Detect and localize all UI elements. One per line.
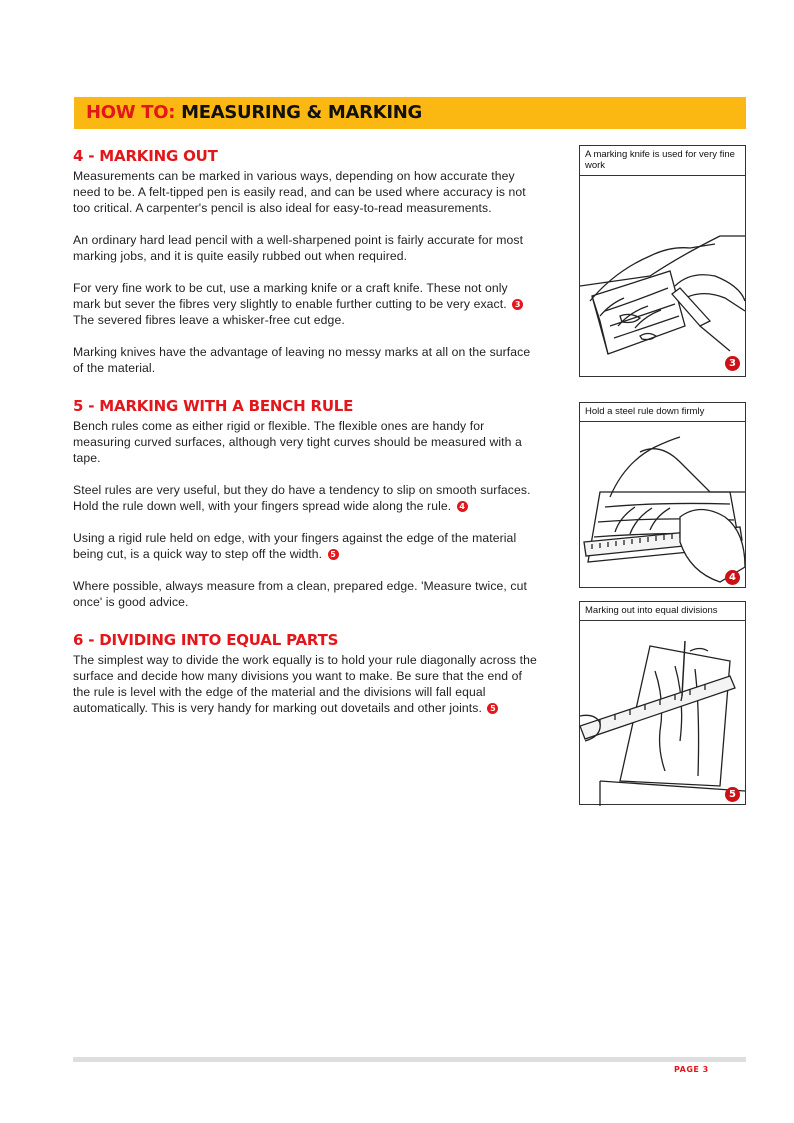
paragraph: [73, 530, 538, 562]
figure-ref-4: 4: [457, 501, 468, 512]
paragraph: Bench rules come as either rigid or flexible. The flexible ones are handy for measuring curved surfaces, although very tight curves should be measured with a tape.: [73, 419, 522, 465]
figure-steel-rule: [579, 402, 746, 588]
paragraph: [73, 482, 538, 514]
footer-divider: [73, 1057, 746, 1062]
paragraph: Measurements can be marked in various ways, depending on how accurate they need to be. A felt-tipped pen is easily read, and can be used where accuracy is not too critical. A carpenter's pencil is also ideal for easy-to-read measurements.: [73, 169, 526, 215]
figure-ref-5: 5: [487, 703, 498, 714]
steel-rule-illustration-icon: [580, 422, 745, 590]
page-number: PAGE 3: [674, 1065, 709, 1074]
equal-divisions-illustration-icon: [580, 621, 745, 807]
paragraph: Marking knives have the advantage of leaving no messy marks at all on the surface of the material.: [73, 345, 531, 375]
paragraph: [73, 652, 538, 716]
figure-art: [580, 422, 745, 590]
paragraph-text: Steel rules are very useful, but they do have a tendency to slip on smooth surfaces. Hold the rule down well, with your fingers spread wide along the rule.: [73, 483, 531, 513]
section-heading-equal-parts: 6 - DIVIDING INTO EQUAL PARTS: [73, 631, 339, 649]
figure-marking-knife: [579, 145, 746, 377]
article-body: [73, 146, 538, 732]
figure-caption: Hold a steel rule down firmly: [580, 403, 745, 422]
title-text: MEASURING & MARKING: [181, 102, 422, 123]
paragraph-text: For very fine work to be cut, use a marking knife or a craft knife. These not only mark but sever the fibres very slightly to enable further cutting to be very exact.: [73, 281, 508, 311]
paragraph: Where possible, always measure from a clean, prepared edge. 'Measure twice, cut once' is good advice.: [73, 579, 527, 609]
figure-number-badge: 5: [725, 787, 740, 802]
figure-ref-3: 3: [512, 299, 523, 310]
figure-caption: Marking out into equal divisions: [580, 602, 745, 621]
page-title: [86, 102, 422, 124]
figure-number-badge: 3: [725, 356, 740, 371]
paragraph-text: The simplest way to divide the work equally is to hold your rule diagonally across the surface and decide how many divisions you want to make. Be sure that the end of the rule is level with the edge of the material and the divisions will fall equal automatically. This is very handy for marking out dovetails and other joints.: [73, 653, 537, 715]
section-heading-bench-rule: 5 - MARKING WITH A BENCH RULE: [73, 397, 354, 415]
marking-knife-illustration-icon: [580, 176, 745, 376]
section-heading-marking-out: 4 - MARKING OUT: [73, 147, 218, 165]
figure-equal-divisions: [579, 601, 746, 805]
paragraph-text: The severed fibres leave a whisker-free cut edge.: [73, 313, 345, 327]
figure-ref-5: 5: [328, 549, 339, 560]
paragraph: [73, 280, 538, 328]
figure-number-badge: 4: [725, 570, 740, 585]
paragraph: An ordinary hard lead pencil with a well-sharpened point is fairly accurate for most marking jobs, and it is quite easily rubbed out when required.: [73, 233, 524, 263]
figure-art: [580, 621, 745, 807]
figure-caption: A marking knife is used for very fine work: [580, 146, 745, 176]
paragraph-text: Using a rigid rule held on edge, with your fingers against the edge of the material being cut, is a quick way to step off the width.: [73, 531, 517, 561]
header-banner: [74, 97, 746, 129]
title-prefix: HOW TO:: [86, 102, 176, 123]
figure-art: [580, 176, 745, 376]
